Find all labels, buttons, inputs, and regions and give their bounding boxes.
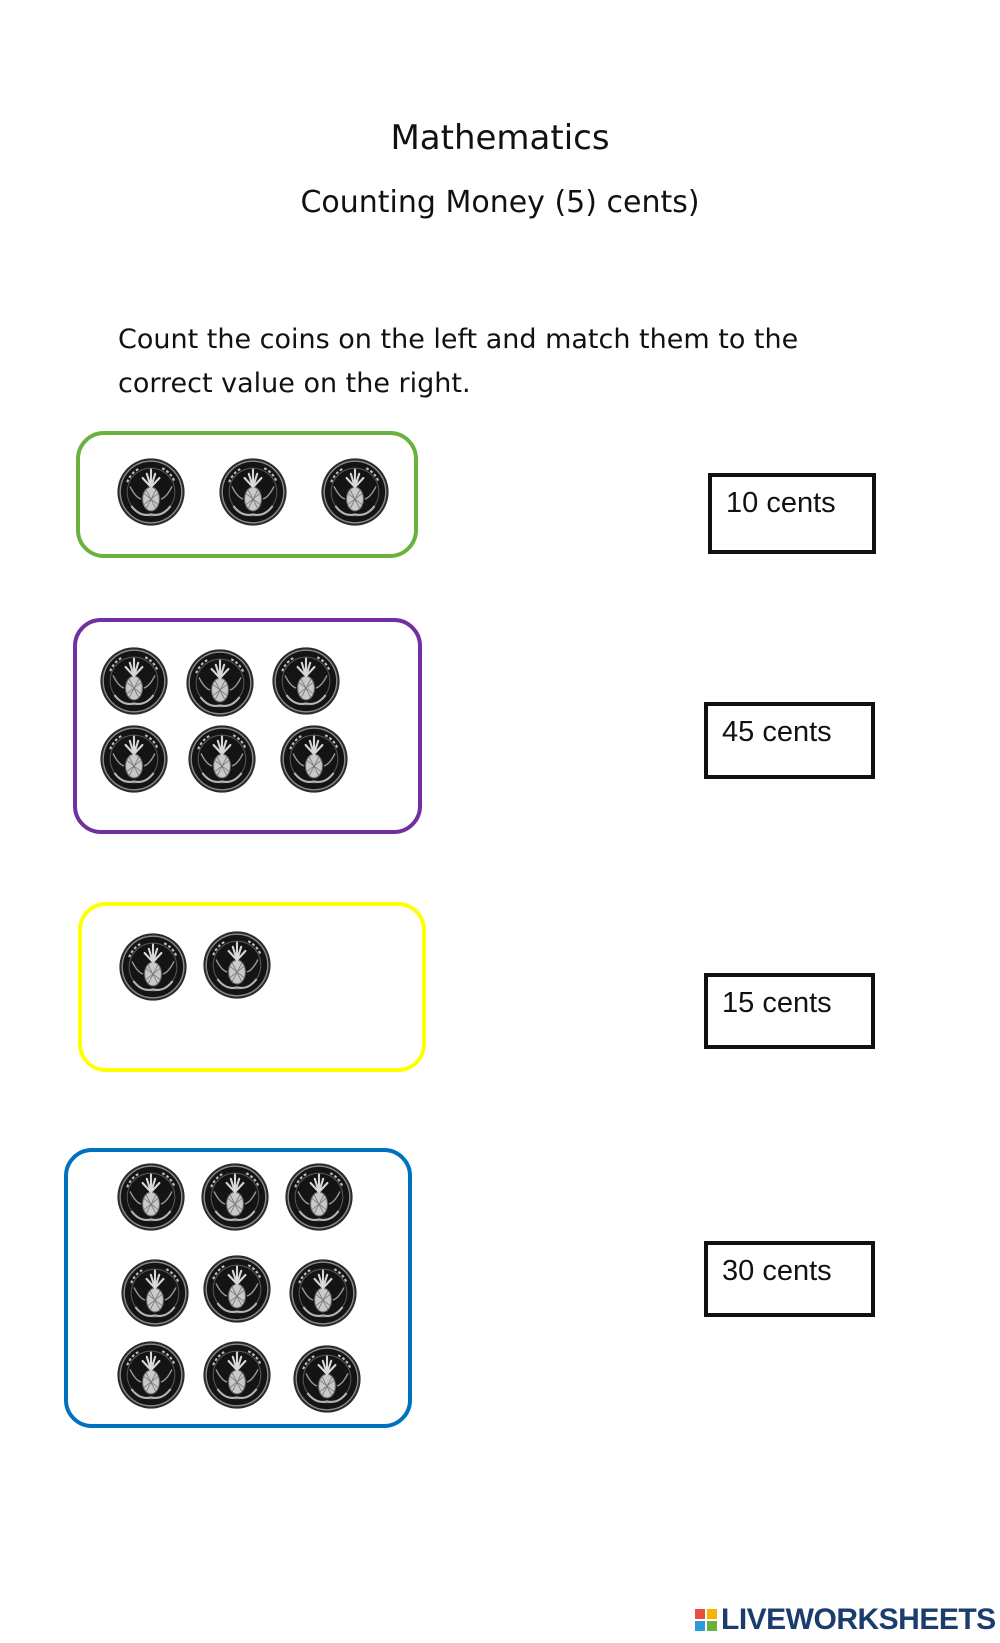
coin-icon[interactable] — [271, 646, 341, 716]
coin-icon[interactable] — [202, 1340, 272, 1410]
coin-icon[interactable] — [120, 1258, 190, 1328]
coin-icon[interactable] — [185, 648, 255, 718]
logo-square — [695, 1621, 705, 1631]
coin-group-3 — [78, 902, 426, 1072]
logo-square — [707, 1609, 717, 1619]
coin-group-1 — [76, 431, 418, 558]
answer-box-4[interactable]: 30 cents — [704, 1241, 875, 1317]
coin-icon[interactable] — [320, 457, 390, 527]
coin-group-2 — [73, 618, 422, 834]
coin-icon[interactable] — [99, 724, 169, 794]
logo-square — [695, 1609, 705, 1619]
coin-icon[interactable] — [116, 457, 186, 527]
liveworksheets-logo — [695, 1603, 996, 1637]
coin-icon[interactable] — [116, 1162, 186, 1232]
coin-icon[interactable] — [202, 930, 272, 1000]
coin-icon[interactable] — [187, 724, 257, 794]
coin-icon[interactable] — [279, 724, 349, 794]
coin-icon[interactable] — [118, 932, 188, 1002]
coin-icon[interactable] — [218, 457, 288, 527]
answer-box-3[interactable]: 15 cents — [704, 973, 875, 1049]
coin-icon[interactable] — [116, 1340, 186, 1410]
logo-icon — [695, 1609, 717, 1631]
worksheet-title: Mathematics — [390, 118, 610, 158]
coin-icon[interactable] — [292, 1344, 362, 1414]
coin-icon[interactable] — [200, 1162, 270, 1232]
answer-box-1[interactable]: 10 cents — [708, 473, 876, 554]
coin-group-4 — [64, 1148, 412, 1428]
instructions-line-1: Count the coins on the left and match them to the — [118, 324, 799, 355]
coin-icon[interactable] — [288, 1258, 358, 1328]
coin-icon[interactable] — [202, 1254, 272, 1324]
worksheet-subtitle: Counting Money (5) cents) — [300, 185, 700, 220]
coin-icon[interactable] — [99, 646, 169, 716]
logo-square — [707, 1621, 717, 1631]
instructions-line-2: correct value on the right. — [118, 368, 471, 399]
coin-icon[interactable] — [284, 1162, 354, 1232]
instructions — [118, 318, 878, 406]
brand-name: LIVEWORKSHEETS — [721, 1603, 996, 1636]
answer-box-2[interactable]: 45 cents — [704, 702, 875, 779]
